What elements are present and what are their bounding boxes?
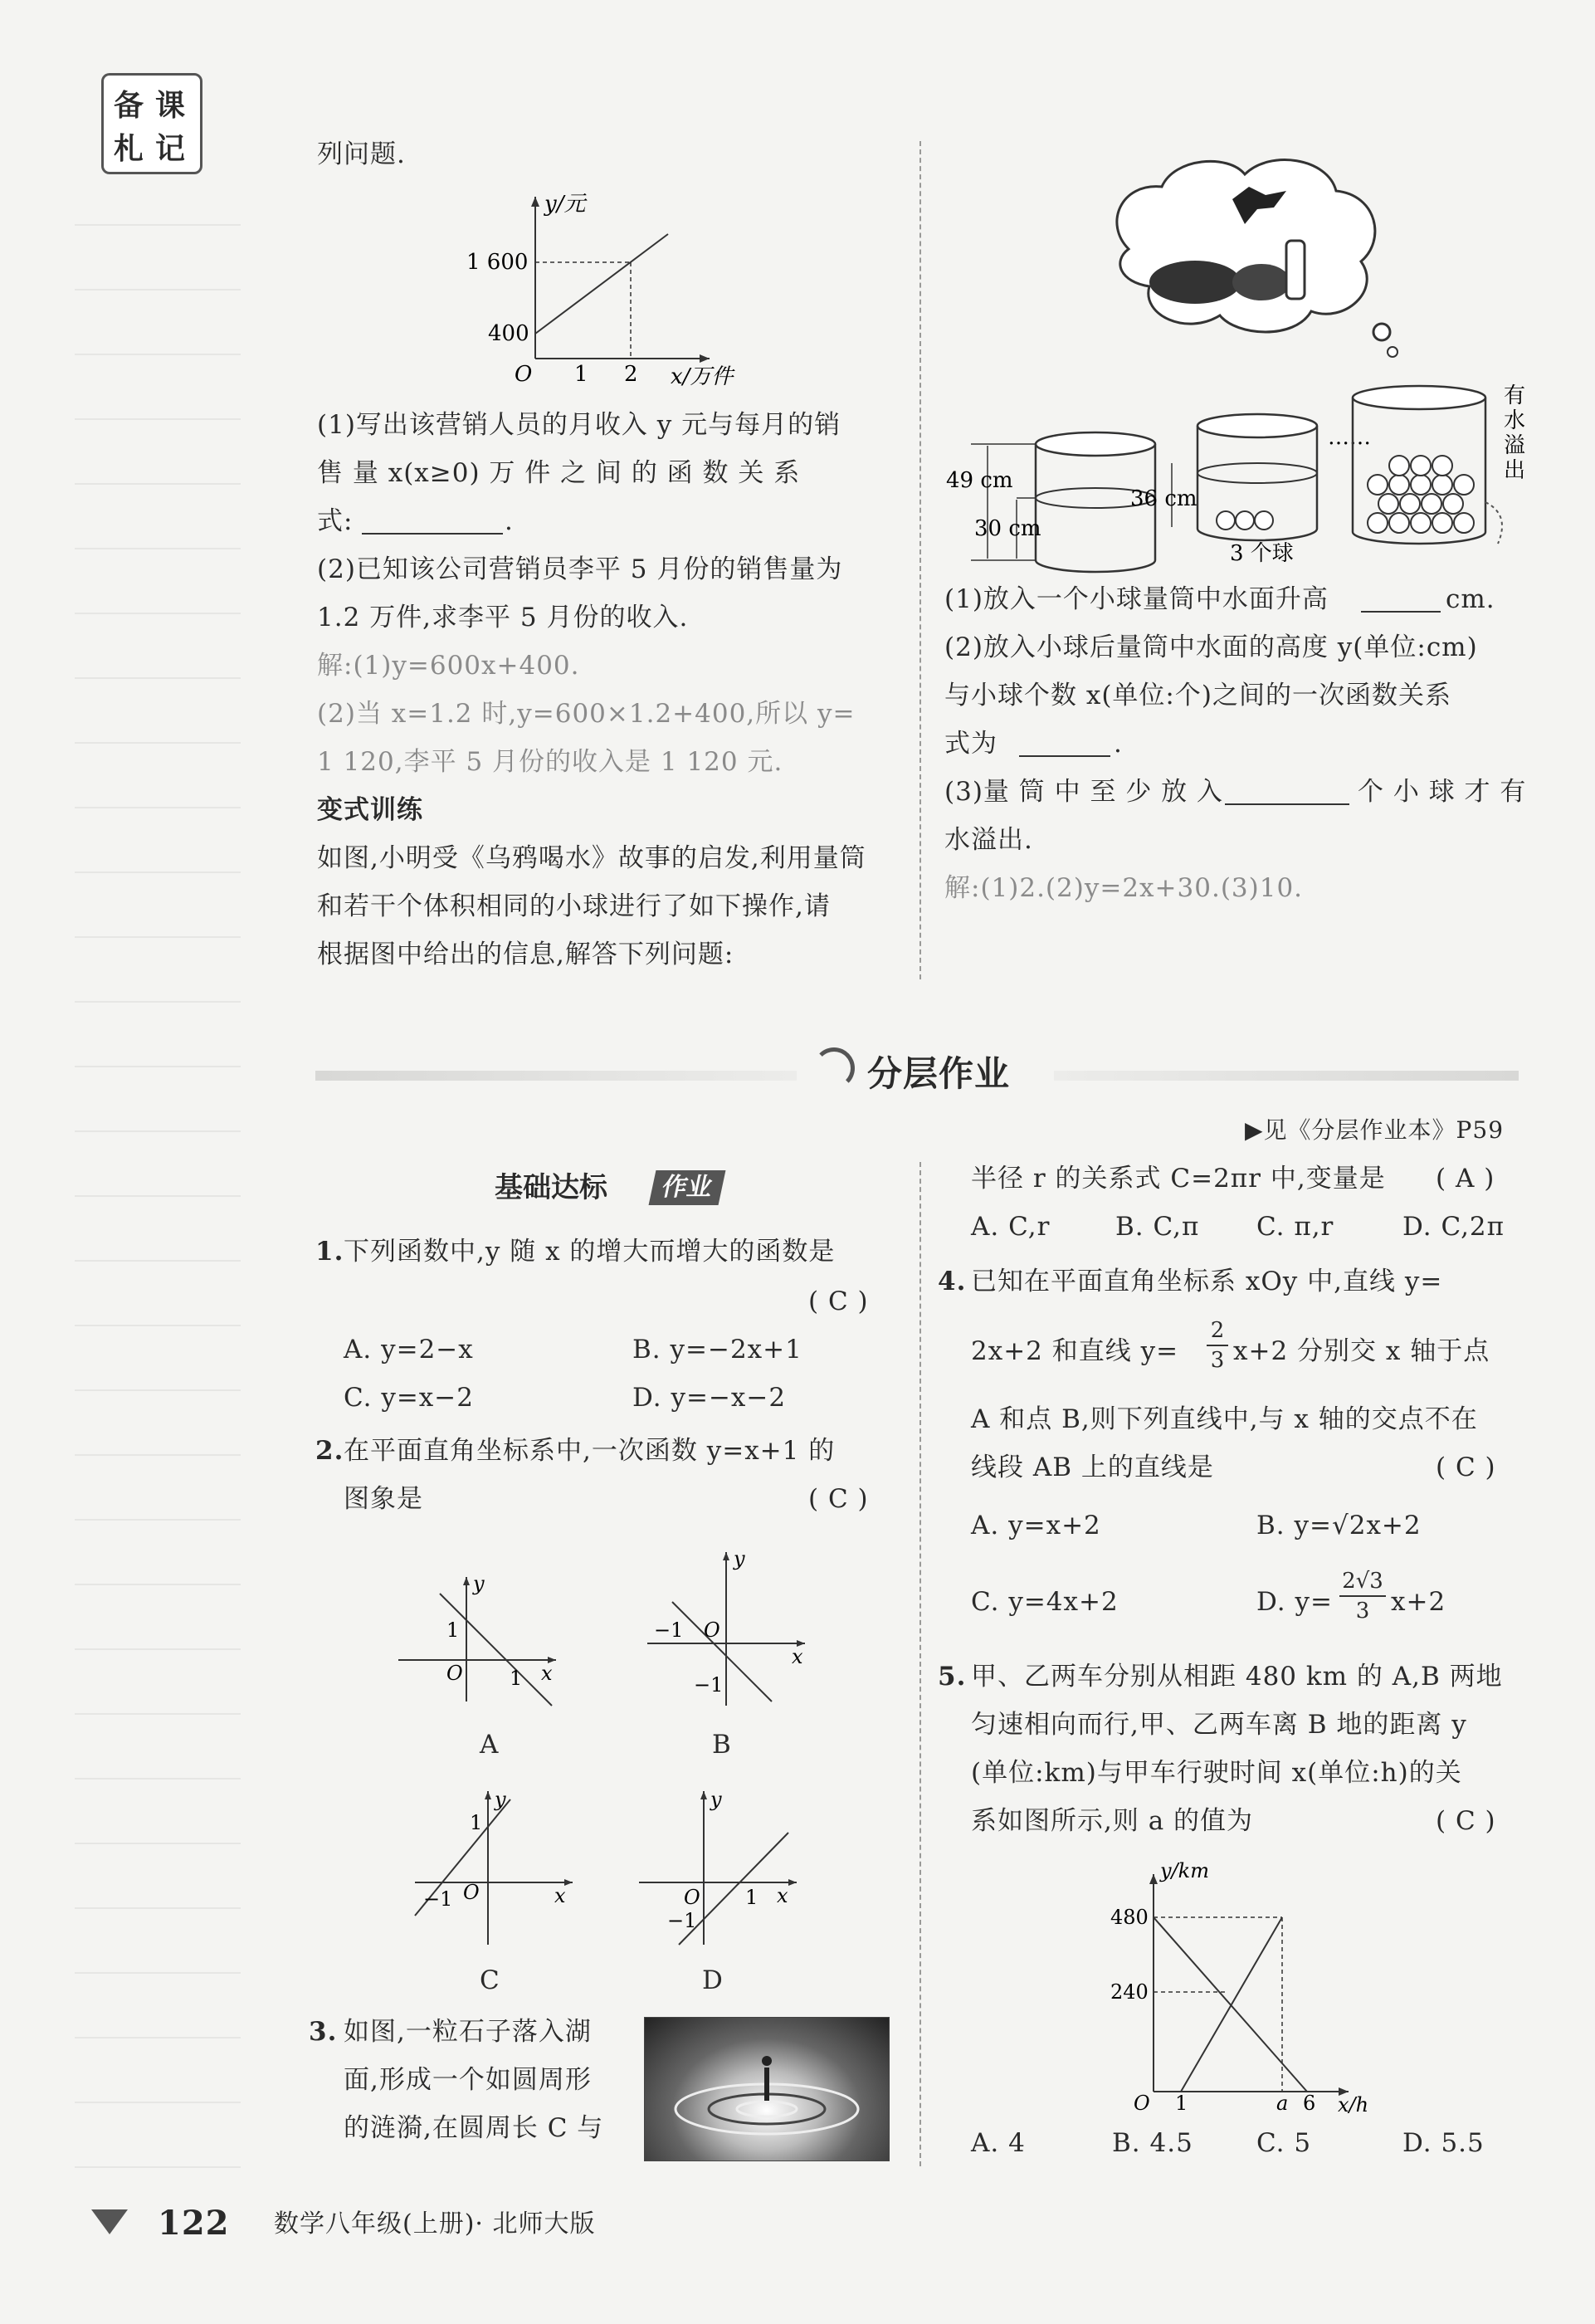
answer-blank[interactable] (1019, 755, 1110, 757)
badge-char: 备 (114, 88, 144, 123)
label-30cm: 30 cm (974, 516, 1041, 541)
q4-answer: ( C ) (1436, 1452, 1496, 1482)
q2-graph-b[interactable] (639, 1544, 822, 1710)
r1-unit: cm. (1446, 584, 1495, 614)
q1-answer: ( C ) (808, 1286, 869, 1316)
basic-tag: 作业 (649, 1170, 726, 1205)
graph-y-label: y/元 (544, 192, 586, 217)
q1-option-d[interactable]: D. y=−x−2 (632, 1383, 787, 1413)
q5-line: 匀速相向而行,甲、乙两车离 B 地的距离 y (971, 1710, 1467, 1740)
r3-line: 水溢出. (944, 825, 1033, 855)
label-dots: …… (1328, 425, 1371, 450)
svg-text:x: x (792, 1645, 803, 1668)
q2-line: (2)已知该公司营销员李平 5 月份的销售量为 (317, 554, 843, 584)
graph-y-tick: 400 (488, 321, 529, 346)
r3-line: 个 小 球 才 有 (1358, 777, 1527, 807)
q4-line: 2x+2 和直线 y= (971, 1336, 1179, 1366)
overflow-text: 有 (1504, 383, 1526, 408)
solution-line: 解:(1)2.(2)y=2x+30.(3)10. (944, 873, 1304, 903)
q3-line: 面,形成一个如圆周形 (344, 2065, 592, 2095)
badge-char: 札 (114, 131, 144, 166)
column-divider (919, 141, 921, 979)
q4-d-fraction (1339, 1567, 1386, 1625)
crow-cloud-illustration (1095, 149, 1394, 365)
svg-text:x: x (554, 1884, 566, 1907)
svg-text:1: 1 (446, 1618, 460, 1642)
overflow-text: 出 (1504, 458, 1526, 483)
r2-line: 式为 (944, 729, 997, 759)
graph-y-tick: 1 600 (466, 250, 529, 275)
svg-text:O: O (704, 1618, 720, 1642)
graph-origin: O (515, 362, 533, 387)
frac-den: 3 (1210, 1348, 1225, 1373)
graph-x-tick: 6 (1303, 2092, 1316, 2115)
graph-x-label: x/h (1338, 2093, 1369, 2116)
q1-option-b[interactable]: B. y=−2x+1 (632, 1335, 802, 1365)
q2-stem: 图象是 (344, 1484, 423, 1514)
graph-origin: O (1134, 2092, 1150, 2115)
q2-graph-d[interactable] (631, 1783, 813, 1949)
q4-line: x+2 分别交 x 轴于点 (1233, 1336, 1490, 1366)
badge-char: 记 (155, 131, 186, 166)
section-band-left (315, 1071, 797, 1081)
q2-graph-label: D (702, 1965, 724, 1995)
column-divider (919, 1162, 921, 2166)
answer-blank[interactable] (1225, 803, 1349, 805)
section-ref: ▶见《分层作业本》P59 (1245, 1116, 1505, 1144)
q4-line: A 和点 B,则下列直线中,与 x 轴的交点不在 (971, 1404, 1478, 1434)
q5-option-d[interactable]: D. 5.5 (1402, 2128, 1485, 2158)
q3-num: 3. (309, 2017, 338, 2047)
q3-line: 半径 r 的关系式 C=2πr 中,变量是 (971, 1164, 1386, 1194)
label-36cm: 36 cm (1130, 486, 1197, 511)
answer-blank[interactable] (1361, 611, 1441, 613)
income-graph (448, 184, 734, 400)
graph-x-tick: 1 (1175, 2092, 1188, 2115)
svg-text:y: y (710, 1788, 722, 1811)
badge-char: 课 (155, 88, 186, 123)
q1-option-a[interactable]: A. y=2−x (344, 1335, 474, 1365)
q2-stem: 在平面直角坐标系中,一次函数 y=x+1 的 (344, 1436, 836, 1466)
q1-option-c[interactable]: C. y=x−2 (344, 1383, 474, 1413)
graph-y-tick: 480 (1110, 1906, 1149, 1929)
q1-line: 售 量 x(x≥0) 万 件 之 间 的 函 数 关 系 (317, 458, 801, 488)
q3-line: 的涟漪,在圆周长 C 与 (344, 2113, 604, 2143)
frac-num: 2 (1207, 1316, 1228, 1346)
variant-line: 和若干个体积相同的小球进行了如下操作,请 (317, 891, 831, 921)
variant-title: 变式训练 (317, 795, 423, 825)
q4-line: 线段 AB 上的直线是 (971, 1452, 1214, 1482)
q3-answer: ( A ) (1436, 1164, 1495, 1194)
svg-text:x: x (541, 1662, 553, 1685)
footer-arrow-icon (91, 2209, 128, 2234)
svg-text:−1: −1 (654, 1618, 684, 1642)
label-balls: 3 个球 (1230, 541, 1294, 566)
q5-line: (单位:km)与甲车行驶时间 x(单位:h)的关 (971, 1758, 1462, 1788)
period: . (505, 506, 514, 536)
page-number: 122 (158, 2204, 230, 2243)
svg-text:−1: −1 (694, 1673, 724, 1697)
q2-num: 2. (315, 1436, 344, 1466)
graph-x-label: x/万件 (671, 364, 734, 389)
ripple-rings (645, 2018, 889, 2160)
q2-line: 1.2 万件,求李平 5 月份的收入. (317, 603, 689, 632)
q1-stem: 下列函数中,y 随 x 的增大而增大的函数是 (344, 1237, 836, 1267)
section-title: 分层作业 (867, 1053, 1011, 1094)
q2-graph-c[interactable] (407, 1783, 589, 1949)
svg-text:O: O (446, 1662, 463, 1685)
svg-text:1: 1 (470, 1811, 483, 1834)
svg-text:y: y (473, 1572, 485, 1595)
svg-text:O: O (684, 1886, 700, 1909)
overflow-text: 溢 (1504, 433, 1526, 458)
q4-num: 4. (938, 1267, 967, 1296)
q4-option-d[interactable]: D. y= (1256, 1587, 1333, 1617)
cylinder-figure (938, 378, 1535, 577)
q1-num: 1. (315, 1237, 344, 1267)
notes-margin-lines (75, 224, 241, 2231)
graph-y-label: y/km (1160, 1859, 1209, 1882)
section-icon (813, 1047, 855, 1089)
q5-option-c[interactable]: C. 5 (1256, 2128, 1312, 2158)
q5-num: 5. (938, 1662, 967, 1692)
period: . (1114, 729, 1123, 759)
frac-num: 2√3 (1339, 1567, 1386, 1597)
q3-option-c[interactable]: C. π,r (1256, 1212, 1334, 1242)
q2-graph-label: B (712, 1730, 732, 1760)
q2-answer: ( C ) (808, 1484, 869, 1514)
q2-graph-label: C (480, 1965, 500, 1995)
svg-text:O: O (463, 1881, 480, 1904)
q4-option-a[interactable]: A. y=x+2 (971, 1511, 1101, 1540)
answer-blank[interactable] (362, 533, 503, 535)
q5-option-a[interactable]: A. 4 (971, 2128, 1026, 2158)
book-title: 数学八年级(上册)· 北师大版 (274, 2209, 596, 2239)
variant-line: 根据图中给出的信息,解答下列问题: (317, 940, 734, 969)
q5-option-b[interactable]: B. 4.5 (1112, 2128, 1193, 2158)
r2-line: 与小球个数 x(单位:个)之间的一次函数关系 (944, 681, 1451, 710)
svg-text:y: y (495, 1788, 506, 1811)
q3-line: 如图,一粒石子落入湖 (344, 2017, 592, 2047)
q4-line: 已知在平面直角坐标系 xOy 中,直线 y= (971, 1267, 1443, 1296)
q4-option-b[interactable]: B. y=√2x+2 (1256, 1511, 1422, 1540)
svg-text:1: 1 (510, 1667, 523, 1690)
label-49cm: 49 cm (946, 468, 1013, 493)
r2-line: (2)放入小球后量筒中水面的高度 y(单位:cm) (944, 632, 1478, 662)
q5-answer: ( C ) (1436, 1806, 1496, 1836)
q2-graph-label: A (480, 1730, 500, 1760)
graph-x-tick: 2 (624, 362, 638, 387)
basic-label: 基础达标 (495, 1171, 607, 1204)
svg-text:−1: −1 (667, 1909, 697, 1932)
section-band-right (1054, 1071, 1519, 1081)
q5-line: 甲、乙两车分别从相距 480 km 的 A,B 两地 (971, 1662, 1503, 1692)
q4-option-c[interactable]: C. y=4x+2 (971, 1587, 1119, 1617)
variant-line: 如图,小明受《乌鸦喝水》故事的启发,利用量筒 (317, 843, 866, 873)
frac-den: 3 (1355, 1599, 1370, 1623)
graph-x-tick: 1 (574, 362, 588, 387)
q5-distance-graph (1095, 1858, 1394, 2115)
q4-option-d-tail: x+2 (1391, 1587, 1446, 1617)
intro-text: 列问题. (317, 139, 406, 169)
q1-line: (1)写出该营销人员的月收入 y 元与每月的销 (317, 410, 841, 440)
svg-text:y: y (734, 1547, 745, 1570)
svg-text:x: x (777, 1884, 788, 1907)
svg-text:1: 1 (745, 1886, 758, 1909)
graph-x-tick: a (1276, 2092, 1289, 2115)
overflow-text: 水 (1504, 408, 1526, 433)
q2-graph-a[interactable] (390, 1569, 573, 1710)
solution-line: 1 120,李平 5 月份的收入是 1 120 元. (317, 747, 783, 777)
svg-text:−1: −1 (423, 1887, 453, 1911)
r3-line: (3)量 筒 中 至 少 放 入 (944, 777, 1224, 807)
q3-option-a[interactable]: A. C,r (971, 1212, 1051, 1242)
q4-fraction (1207, 1316, 1228, 1374)
q5-line: 系如图所示,则 a 的值为 (971, 1806, 1254, 1836)
solution-line: 解:(1)y=600x+400. (317, 651, 580, 681)
r1-line: (1)放入一个小球量筒中水面升高 (944, 584, 1329, 614)
q1-line: 式: (317, 506, 354, 536)
solution-line: (2)当 x=1.2 时,y=600×1.2+400,所以 y= (317, 699, 856, 729)
notes-badge (101, 73, 202, 174)
q3-option-d[interactable]: D. C,2π (1402, 1212, 1505, 1242)
graph-y-tick: 240 (1110, 1980, 1149, 2004)
ripple-photo (644, 2017, 890, 2161)
q3-option-b[interactable]: B. C,π (1115, 1212, 1200, 1242)
basic-badge (478, 1169, 727, 1207)
